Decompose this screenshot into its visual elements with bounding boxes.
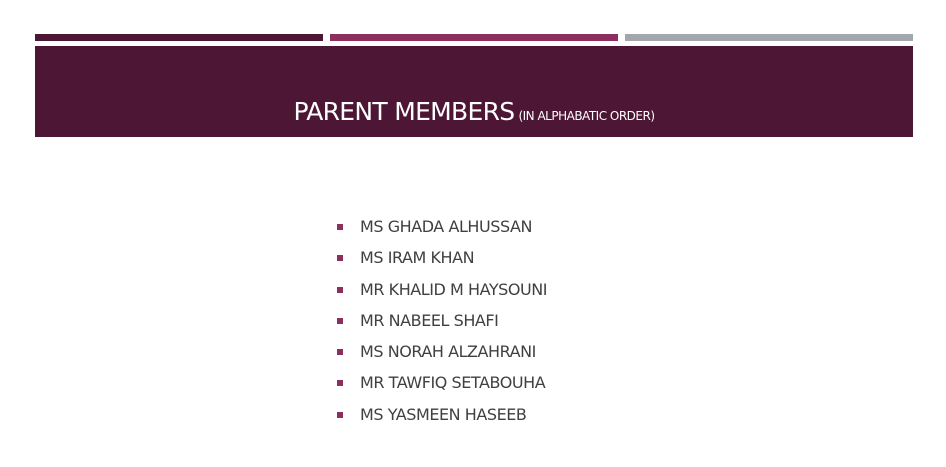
list-item [336,246,547,277]
slide-title [35,97,913,131]
bullet-icon [337,380,343,386]
member-name: MS GHADA ALHUSSAN [360,217,532,236]
accent-bar-gray [625,34,913,41]
bullet-icon [337,255,343,261]
list-item [336,371,547,402]
member-name: MR NABEEL SHAFI [360,310,499,330]
bullet-icon [337,318,343,324]
bullet-icon [337,349,343,355]
list-item [336,340,547,371]
member-name: MS YASMEEN HASEEB [360,404,527,424]
bullet-icon [337,287,343,293]
member-name: MR TAWFIQ SETABOUHA [360,373,546,393]
title-band [35,46,913,137]
title-main: PARENT MEMBERS [293,97,515,126]
accent-bar-magenta [330,34,618,41]
bullet-icon [337,412,343,418]
bullet-icon [337,224,343,230]
member-name: MS IRAM KHAN [360,248,475,268]
list-item [336,403,547,434]
member-name: MR KHALID M HAYSOUNI [360,279,548,299]
list-item [336,215,547,246]
list-item [336,278,547,309]
member-list [336,215,547,434]
title-subtitle: (IN ALPHABATIC ORDER) [518,109,655,123]
member-name: MS NORAH ALZAHRANI [360,342,536,362]
list-item [336,309,547,340]
accent-bar-plum [35,34,323,41]
